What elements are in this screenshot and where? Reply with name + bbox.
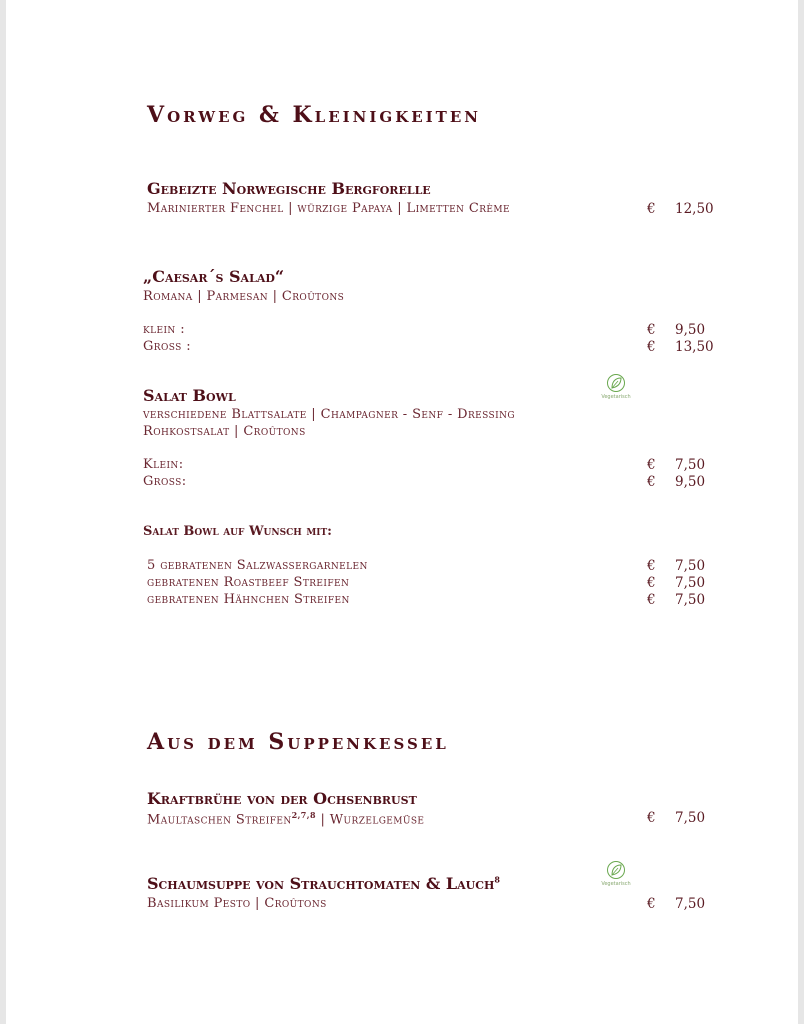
price-salat-bowl-gross: € 9,50 <box>647 474 706 490</box>
menu-page <box>6 0 798 1024</box>
size-label-klein: klein : <box>143 322 186 337</box>
dish-title-bergforelle: Gebeizte Norwegische Bergforelle <box>147 179 431 198</box>
vegetarian-badge <box>599 860 633 887</box>
price-schaumsuppe: € 7,50 <box>647 896 706 912</box>
vegetarian-label: Vegetarisch <box>601 394 631 400</box>
price-caesar-klein: € 9,50 <box>647 322 706 338</box>
price-salat-bowl-klein: € 7,50 <box>647 457 706 473</box>
dish-title-kraftbruehe: Kraftbrühe von der Ochsenbrust <box>147 789 417 808</box>
addon-price: € 7,50 <box>647 592 706 608</box>
price-kraftbruehe: € 7,50 <box>647 810 706 826</box>
dish-description-schaumsuppe: Basilikum Pesto | Croûtons <box>147 896 327 911</box>
addon-price: € 7,50 <box>647 575 706 591</box>
dish-description-bergforelle: Marinierter Fenchel | würzige Papaya | Limetten Crème <box>147 201 510 216</box>
dish-description-salat-bowl-2: Rohkostsalat | Croûtons <box>143 424 306 439</box>
dish-description-kraftbruehe: Maultaschen Streifen$^{2,7,8}$ | Wurzelgemüse <box>147 810 425 828</box>
allergen-superscript: 2,7,8 <box>291 810 316 820</box>
dish-title-schaumsuppe: Schaumsuppe von Strauchtomaten & Lauch$^8$ <box>147 874 500 893</box>
leaf-icon <box>606 373 626 393</box>
allergen-superscript: 8 <box>494 874 500 885</box>
currency-symbol: € <box>647 201 656 217</box>
size-label-klein: Klein: <box>143 457 184 472</box>
dish-description-caesar-salad: Romana | Parmesan | Croûtons <box>143 289 345 304</box>
addon-label: gebratenen Hähnchen Streifen <box>147 592 350 607</box>
price-bergforelle: € 12,50 <box>647 201 714 217</box>
leaf-icon <box>606 860 626 880</box>
vegetarian-label: Vegetarisch <box>601 881 631 887</box>
dish-title-caesar-salad: „Caesar´s Salad“ <box>143 267 285 286</box>
size-label-gross: Gross : <box>143 339 192 354</box>
addon-price: € 7,50 <box>647 558 706 574</box>
section-title-vorweg: Vorweg & Kleinigkeiten <box>147 102 481 128</box>
vegetarian-badge <box>599 373 633 400</box>
addon-label: 5 gebratenen Salzwassergarnelen <box>147 558 368 573</box>
price-caesar-gross: € 13,50 <box>647 339 714 355</box>
addon-label: gebratenen Roastbeef Streifen <box>147 575 350 590</box>
size-label-gross: Gross: <box>143 474 187 489</box>
dish-title-salat-bowl: Salat Bowl <box>143 386 236 405</box>
section-title-suppenkessel: Aus dem Suppenkessel <box>147 729 449 755</box>
addons-title: Salat Bowl auf Wunsch mit: <box>143 524 332 539</box>
dish-description-salat-bowl-1: verschiedene Blattsalate | Champagner - Senf - Dressing <box>143 407 515 422</box>
